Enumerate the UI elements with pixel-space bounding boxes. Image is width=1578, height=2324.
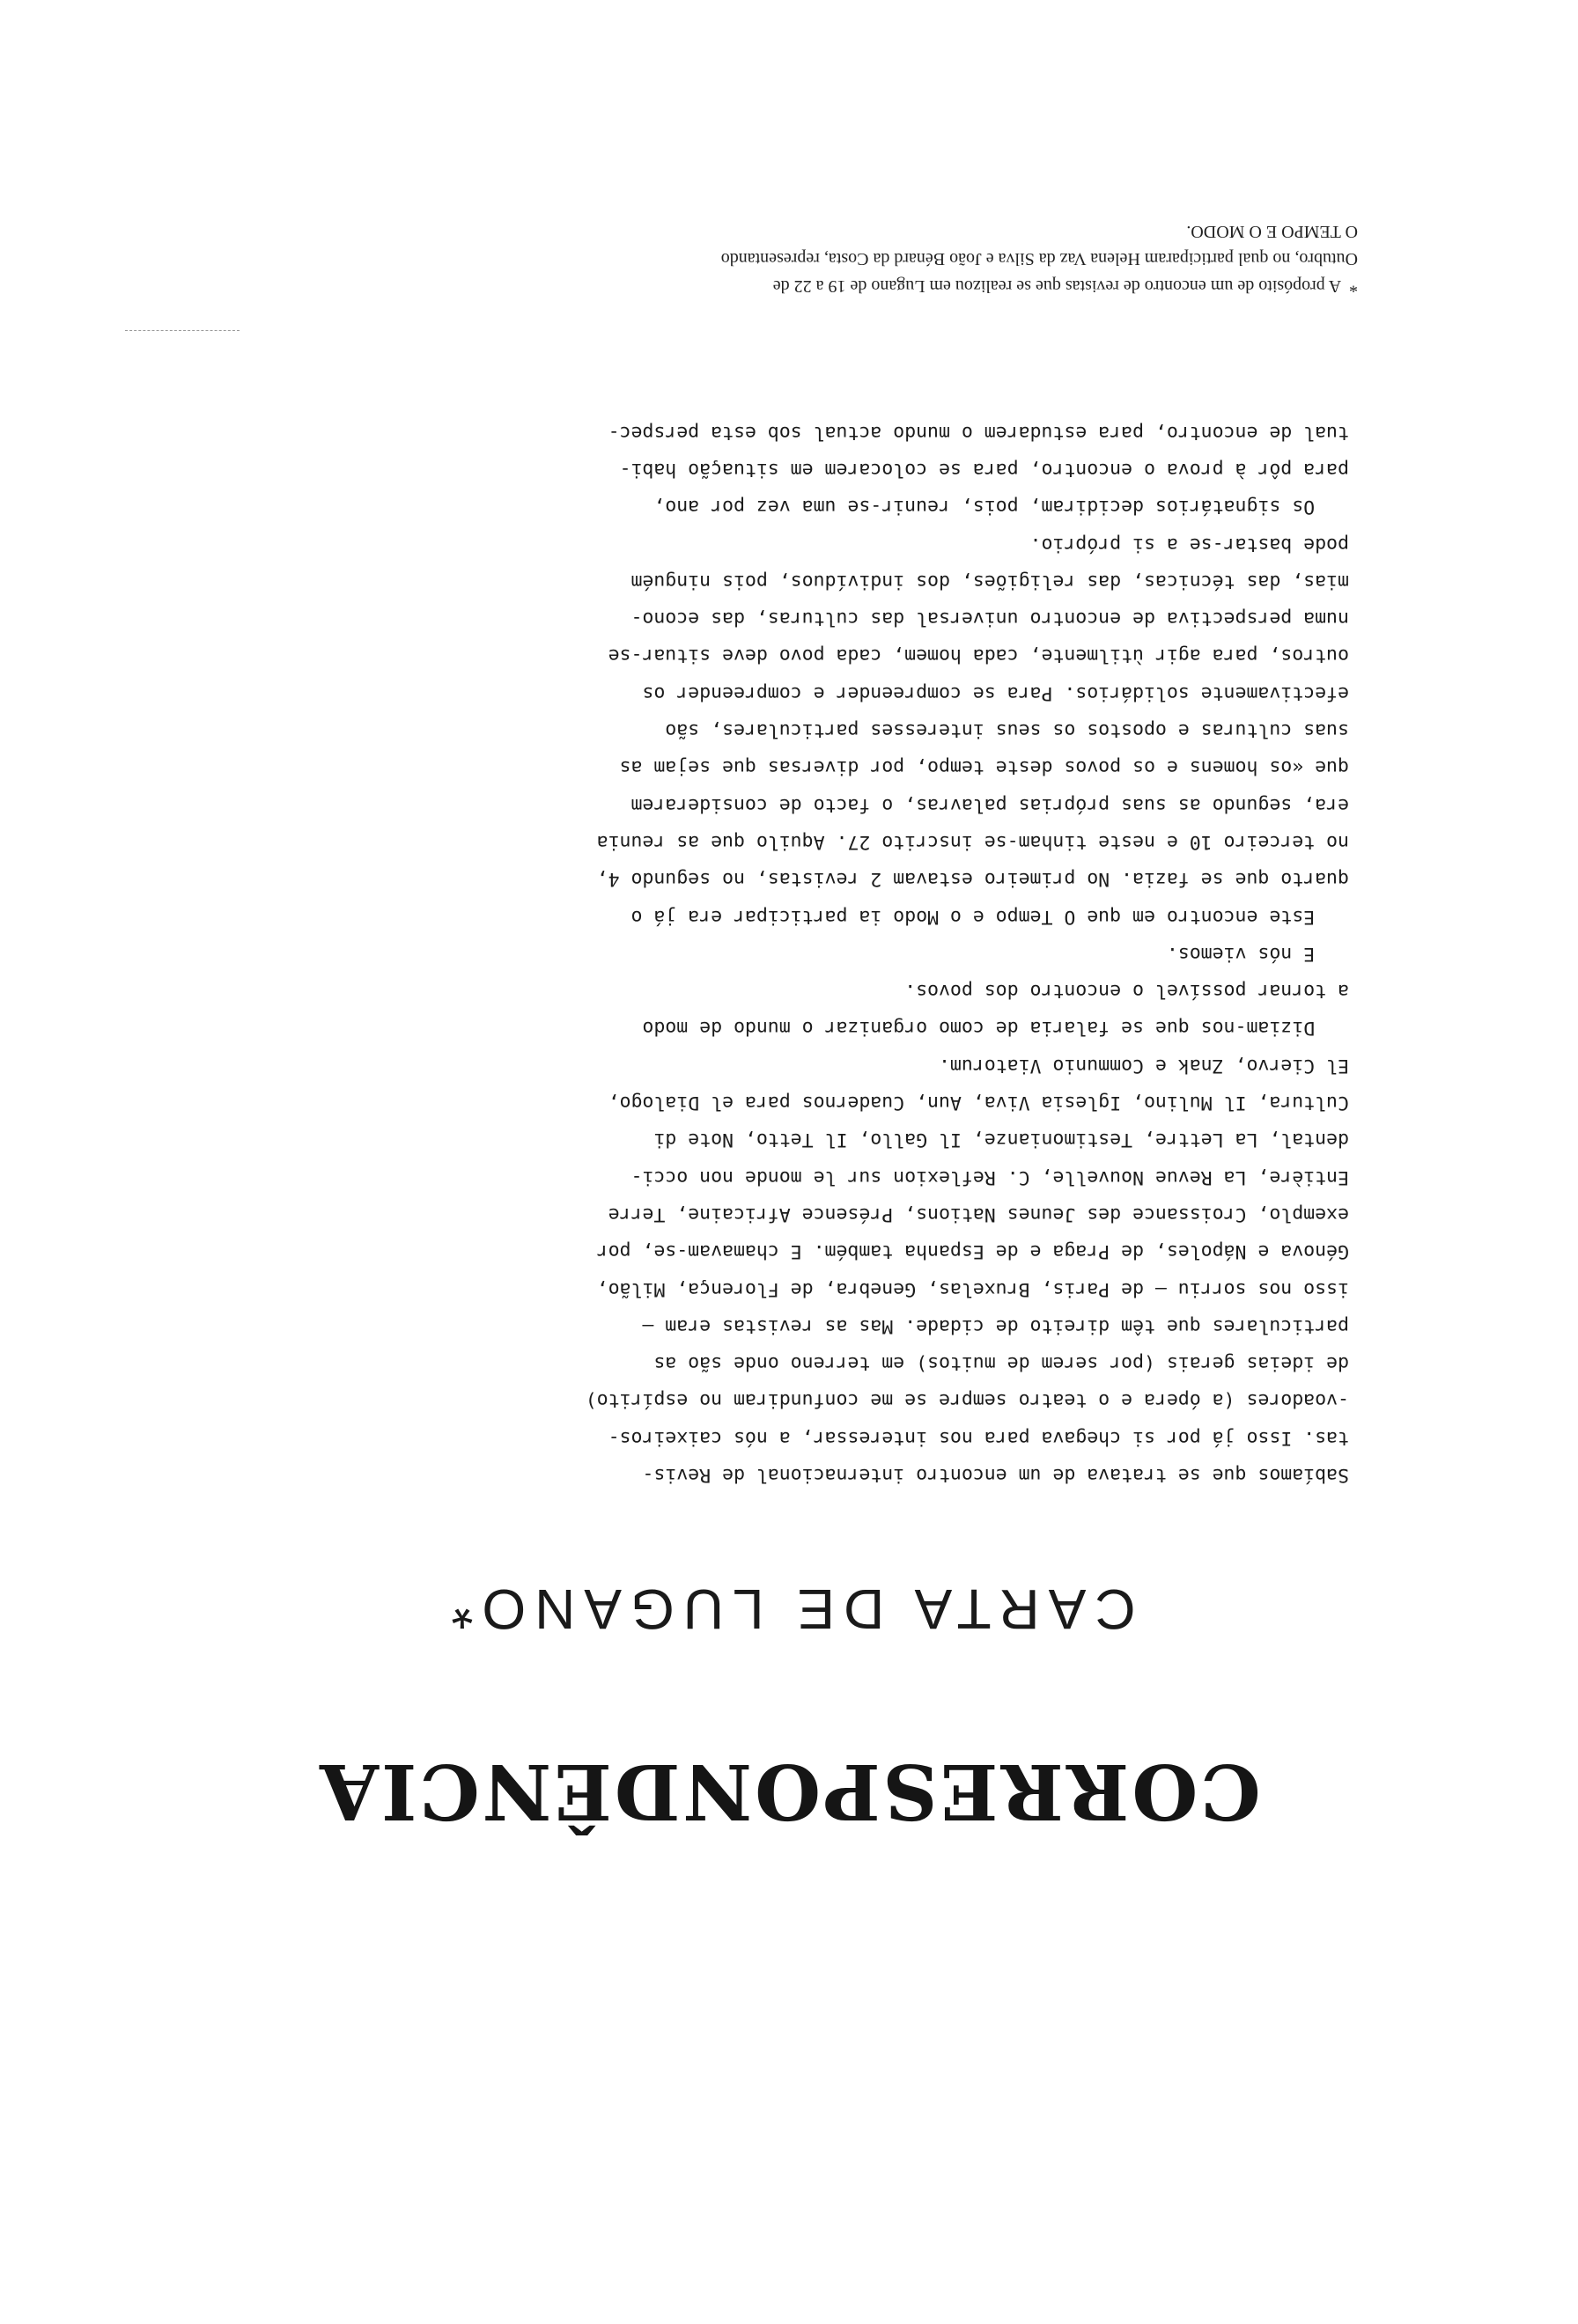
body-line: isso nos sorriu — de Paris, Bruxelas, Genebra, de Florença, Milão, [596,1277,1349,1300]
body-line: Os signatários decidiram, pois, reunir-se uma vez por ano, [653,496,1349,518]
body-line: -voadores (a ópera e o teatro sempre se me confundiram no espírito) [585,1389,1349,1412]
body-line: tual de encontro, para estudarem o mundo actual sob esta perspec- [608,421,1349,444]
body-line: Este encontro em que O Tempo e o Modo ia participar era já o [630,905,1349,928]
footnote-divider [125,330,240,331]
body-line: outros, para agir ùtilmente, cada homem, cada povo deve situar-se [608,644,1349,667]
body-line: Diziam-nos que se falaria de como organizar o mundo de modo [642,1017,1349,1040]
body-line: suas culturas e opostos os seus interesses particulares, são [665,719,1349,742]
body-line: a tornar possível o encontro dos povos. [904,980,1349,1003]
letter-body [257,413,1349,1493]
body-line: Génova e Nápoles, de Praga e de Espanha também. E chamavam-se, por [596,1240,1349,1263]
body-line: El Ciervo, Znak e Communio Viatorum. [939,1054,1349,1077]
body-line: pode bastar-se a si próprio. [1029,533,1349,555]
body-line: mias, das técnicas, das religiões, dos indivíduos, pois ninguém [630,570,1349,592]
body-line: de ideias gerais (por serem de muitos) em terreno onde são as [653,1352,1349,1375]
footnote-line: * A propósito de um encontro de revistas que se realizou em Lugano de 19 a 22 de [772,276,1358,296]
body-line: que «os homens e os povos deste tempo, por diversas que sejam as [619,756,1349,779]
body-line: quarto que se fazia. No primeiro estavam 2 revistas, no segundo 4, [596,868,1349,891]
body-line: para pôr à prova o encontro, para se colocarem em situação habi- [619,458,1349,481]
body-line: particulares que têm direito de cidade. Mas as revistas eram — [642,1314,1349,1337]
body-line: Cultura, Il Mulino, Iglesia Viva, Aun, Cuadernos para el Dialogo, [608,1092,1349,1114]
footnote [266,217,1358,299]
body-line: dental, La Lettre, Testimonianze, Il Gallo, Il Tetto, Note di [653,1129,1349,1151]
footnote-line: O TEMPO E O MODO. [1186,222,1358,241]
body-line: no terceiro 10 e neste tinham-se inscrito 27. Aquilo que as reunia [596,830,1349,853]
body-line: tas. Isso já por si chegava para nos interessar, a nós caixeiros- [608,1426,1349,1449]
body-line: era, segundo as suas próprias palavras, o facto de considerarem [630,793,1349,816]
footnote-line: Outubro, no qual participaram Helena Vaz da Silva e João Bénard da Costa, representando [720,249,1358,268]
body-line: Sabíamos que se tratava de um encontro internacional de Revis- [642,1464,1349,1486]
section-title: CORRESPONDÊNCIA [317,1747,1261,1835]
letter-title: CARTA DE LUGANO* [442,1578,1136,1641]
body-line: E nós viemos. [1166,942,1349,965]
body-line: efectivamente solidários. Para se compreender e compreender os [642,681,1349,704]
body-line: numa perspectiva de encontro universal das culturas, das econo- [630,607,1349,630]
body-line: Entière, La Revue Nouvelle, C. Reflexion sur le monde non occi- [630,1166,1349,1188]
body-line: exemplo, Croissance des Jeunes Nations, Présence Africaine, Terre [608,1202,1349,1225]
